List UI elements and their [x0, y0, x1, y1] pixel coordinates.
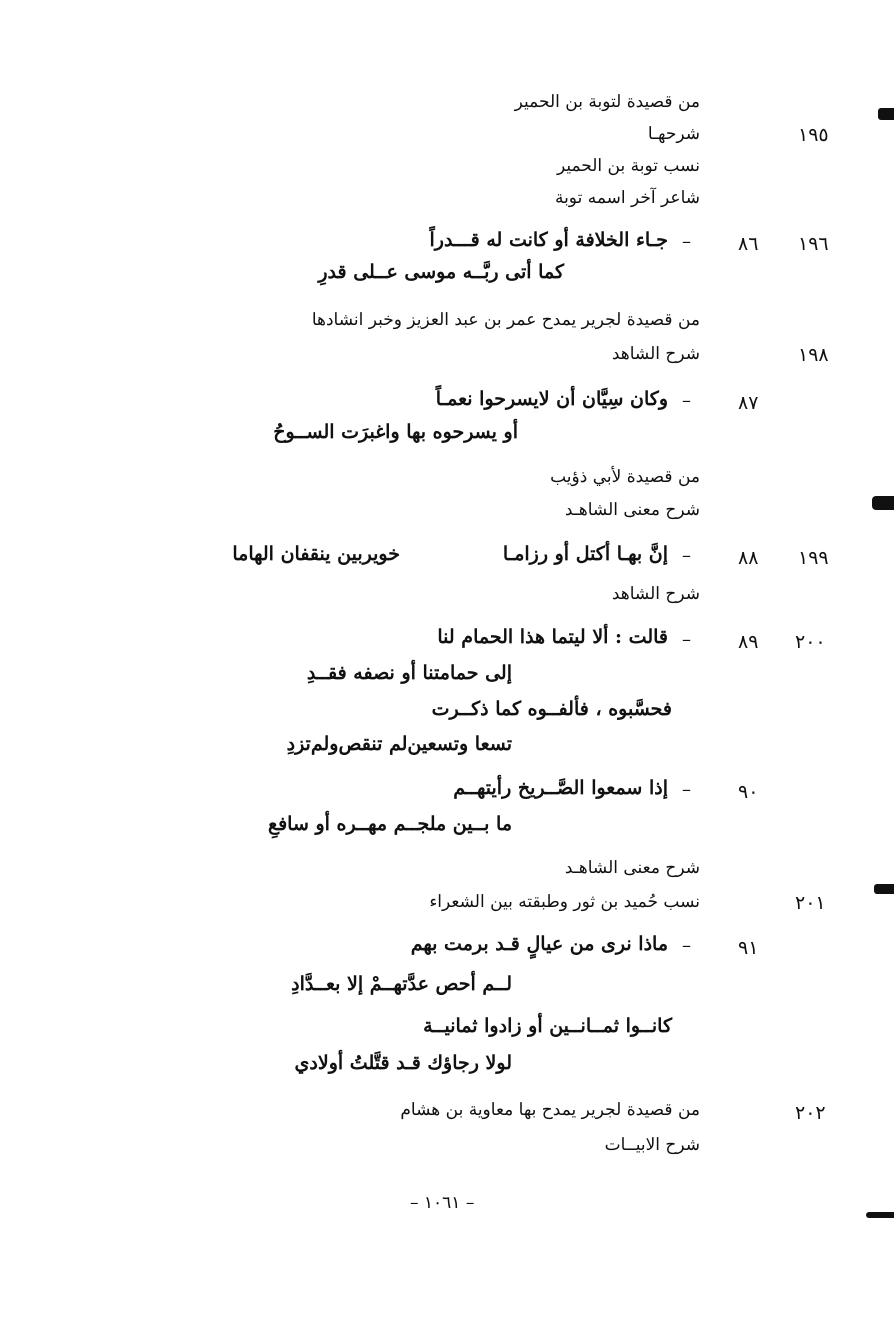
entry-line: من قصيدة لجرير يمدح بها معاوية بن هشام: [400, 1100, 700, 1120]
page-ref: ١٩٦: [798, 233, 829, 255]
entry-line: شرح معنى الشاهـد: [564, 858, 700, 878]
verse-line: لــم أحص عدَّتهــمْ إلا بعــدَّادِ: [291, 973, 512, 995]
verse-dash: –: [682, 935, 691, 956]
verse-number: ٨٩: [738, 631, 759, 653]
verse-line: كما أتى ربَّــه موسى عــلى قدرِ: [318, 261, 564, 283]
entry-line: نسب توبة بن الحمير: [556, 156, 700, 176]
verse-line: إنَّ بهـا أكتل أو رزامـا: [502, 543, 668, 565]
entry-line: من قصيدة لتوبة بن الحمير: [514, 92, 700, 112]
entry-line: شرح الشاهد: [611, 584, 700, 604]
verse-line: تسعا وتسعين‌لم تنقص‌ولم‌تزدِ: [286, 733, 512, 755]
entry-line: من قصيدة لأبي ذؤيب: [550, 467, 700, 487]
verse-line: كانــوا ثمــانــين أو زادوا ثمانيــة: [423, 1015, 672, 1037]
verse-dash: –: [682, 629, 691, 650]
verse-line: قالت : ألا ليتما هذا الحمام لنا: [437, 626, 668, 648]
entry-line: شاعر آخر اسمه توبة: [554, 188, 700, 208]
verse-dash: –: [682, 231, 691, 252]
verse-dash: –: [682, 390, 691, 411]
verse-line: أو يسرحوه بها واغبرَت الســوحُ: [273, 421, 518, 443]
verse-number: ٨٧: [738, 392, 759, 414]
page-number: – ١٠٦١ –: [410, 1193, 475, 1213]
verse-dash: –: [682, 545, 691, 566]
page-ref: ١٩٥: [798, 124, 829, 146]
page-ref: ١٩٩: [798, 547, 829, 569]
verse-number: ٨٨: [738, 547, 759, 569]
page-ref: ٢٠٠: [795, 631, 826, 653]
entry-line: شرحهـا: [647, 124, 700, 144]
verse-line: إلى حمامتنا أو نصفه فقــدِ: [306, 662, 512, 684]
page-ref: ١٩٨: [798, 344, 829, 366]
entry-line: نسب حُميد بن ثور وطبقته بين الشعراء: [429, 892, 700, 912]
entry-line: من قصيدة لجرير يمدح عمر بن عبد العزيز وخبر انشادها: [311, 310, 700, 330]
verse-line: ماذا نرى من عيالٍ قـد برمت بهم: [410, 933, 668, 955]
entry-line: شرح الشاهد: [611, 344, 700, 364]
verse-dash: –: [682, 779, 691, 800]
verse-number: ٨٦: [738, 233, 759, 255]
verse-number: ٩١: [738, 937, 759, 959]
entry-line: شرح معنى الشاهـد: [564, 500, 700, 520]
scan-edge-mark: [872, 496, 894, 510]
verse-line: وكان سِيَّان أن لايسرحوا نعمـاً: [435, 388, 668, 410]
scan-edge-mark: [874, 884, 894, 894]
verse-line: لولا رجاؤك قـد قتَّلتُ أولادي: [294, 1052, 512, 1074]
scan-edge-mark: [866, 1212, 894, 1218]
scan-edge-mark: [878, 108, 894, 120]
page-ref: ٢٠٢: [795, 1102, 826, 1124]
verse-line: فحسَّبوه ، فألفــوه كما ذكــرت: [431, 698, 672, 720]
verse-line: إذا سمعوا الصَّــريخ رأيتهــم: [453, 777, 668, 799]
page-ref: ٢٠١: [795, 892, 826, 914]
entry-line: شرح الابيــات: [604, 1135, 700, 1155]
verse-line: ما بــين ملجــم مهــره أو سافعِ: [267, 813, 512, 835]
verse-number: ٩٠: [738, 781, 759, 803]
verse-line: خويربين ينقفان الهاما: [232, 543, 400, 565]
verse-line: جـاء الخلافة أو كانت له قـــدراً: [429, 229, 668, 251]
